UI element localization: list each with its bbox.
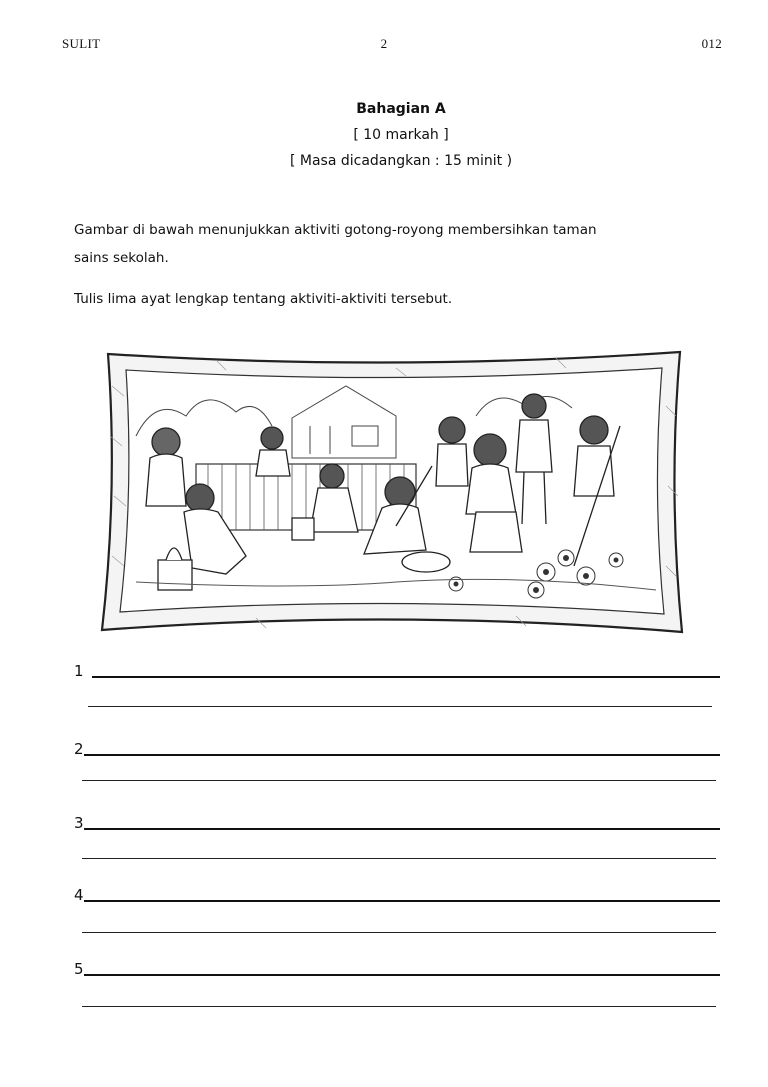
section-heading <box>0 96 768 174</box>
answer-number: 4 <box>74 886 84 904</box>
answer-continuation-line[interactable] <box>82 1006 716 1007</box>
answer-number: 3 <box>74 814 84 832</box>
answer-row-5 <box>74 954 720 978</box>
answer-number: 1 <box>74 662 84 680</box>
instruction-paragraph <box>74 216 714 272</box>
section-time: [ Masa dicadangkan : 15 minit ) <box>289 153 513 169</box>
page-number: 2 <box>380 36 388 51</box>
instruction-line-1: Gambar di bawah menunjukkan aktiviti gotong-royong membersihkan taman <box>74 222 597 238</box>
answer-continuation-line[interactable] <box>82 858 716 859</box>
answer-line[interactable] <box>84 828 720 830</box>
header-sulit: SULIT <box>62 36 101 51</box>
answer-row-1 <box>74 656 720 680</box>
answer-line[interactable] <box>84 900 720 902</box>
answer-number: 2 <box>74 740 84 758</box>
answer-row-4 <box>74 880 720 904</box>
answer-row-2 <box>74 734 720 758</box>
task-instruction: Tulis lima ayat lengkap tentang aktiviti-aktiviti tersebut. <box>74 291 453 307</box>
answer-continuation-line[interactable] <box>88 706 712 707</box>
answer-continuation-line[interactable] <box>82 932 716 933</box>
gotong-royong-illustration <box>96 346 688 636</box>
section-marks: [ 10 markah ] <box>353 127 449 143</box>
answer-line[interactable] <box>84 754 720 756</box>
paper-code: 012 <box>701 36 722 51</box>
answer-row-3 <box>74 808 720 832</box>
answer-line[interactable] <box>84 974 720 976</box>
instruction-line-2: sains sekolah. <box>74 250 169 266</box>
answer-number: 5 <box>74 960 84 978</box>
section-title: Bahagian A <box>356 101 446 117</box>
answer-continuation-line[interactable] <box>82 780 716 781</box>
answer-line[interactable] <box>92 676 720 678</box>
